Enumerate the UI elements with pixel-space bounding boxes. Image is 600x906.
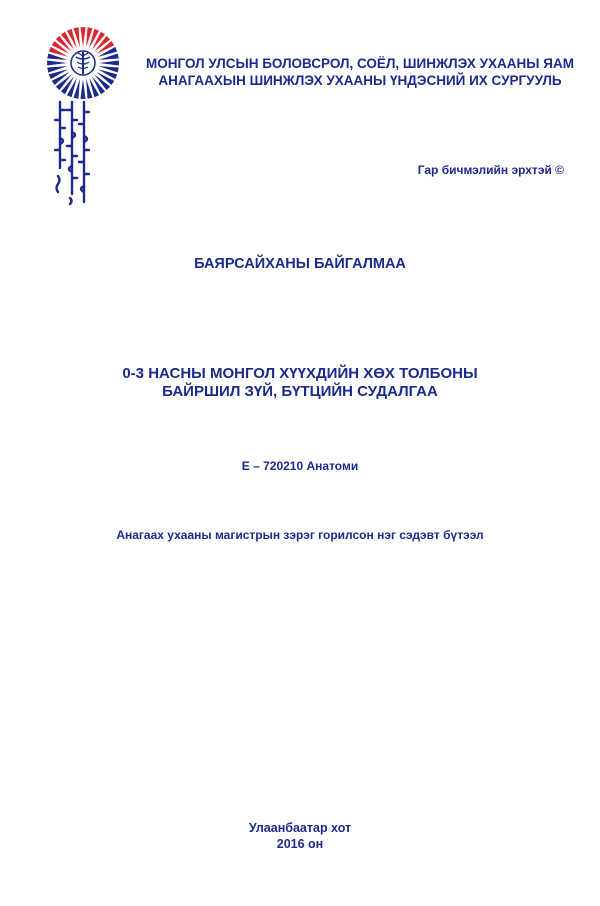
- publication-place: [0, 820, 600, 852]
- thesis-title: [0, 365, 600, 401]
- specialty-code: E – 720210 Анатоми: [241, 459, 359, 473]
- publication-year: 2016 он: [276, 837, 324, 851]
- copyright-notice: Гар бичмэлийн эрхтэй ©: [417, 163, 564, 177]
- thesis-title-line-1: 0-3 НАСНЫ МОНГОЛ ХҮҮХДИЙН ХӨХ ТОЛБОНЫ: [122, 365, 478, 382]
- institution-header: [140, 55, 580, 89]
- mongolian-script-seal-icon: [48, 98, 98, 208]
- university-name: АНАГААХЫН ШИНЖЛЭХ УХААНЫ ҮНДЭСНИЙ ИХ СУРГУУЛЬ: [158, 73, 562, 88]
- author-name: БАЯРСАЙХАНЫ БАЙГАЛМАА: [194, 256, 406, 272]
- thesis-title-line-2: БАЙРШИЛ ЗҮЙ, БҮТЦИЙН СУДАЛГАА: [162, 383, 438, 400]
- ministry-name: МОНГОЛ УЛСЫН БОЛОВСРОЛ, СОЁЛ, ШИНЖЛЭХ УХААНЫ ЯАМ: [146, 56, 574, 71]
- city-name: Улаанбаатар хот: [248, 821, 352, 835]
- university-emblem-icon: [46, 26, 120, 100]
- degree-note: Анагаах ухааны магистрын зэрэг горилсон нэг сэдэвт бүтээл: [116, 528, 484, 542]
